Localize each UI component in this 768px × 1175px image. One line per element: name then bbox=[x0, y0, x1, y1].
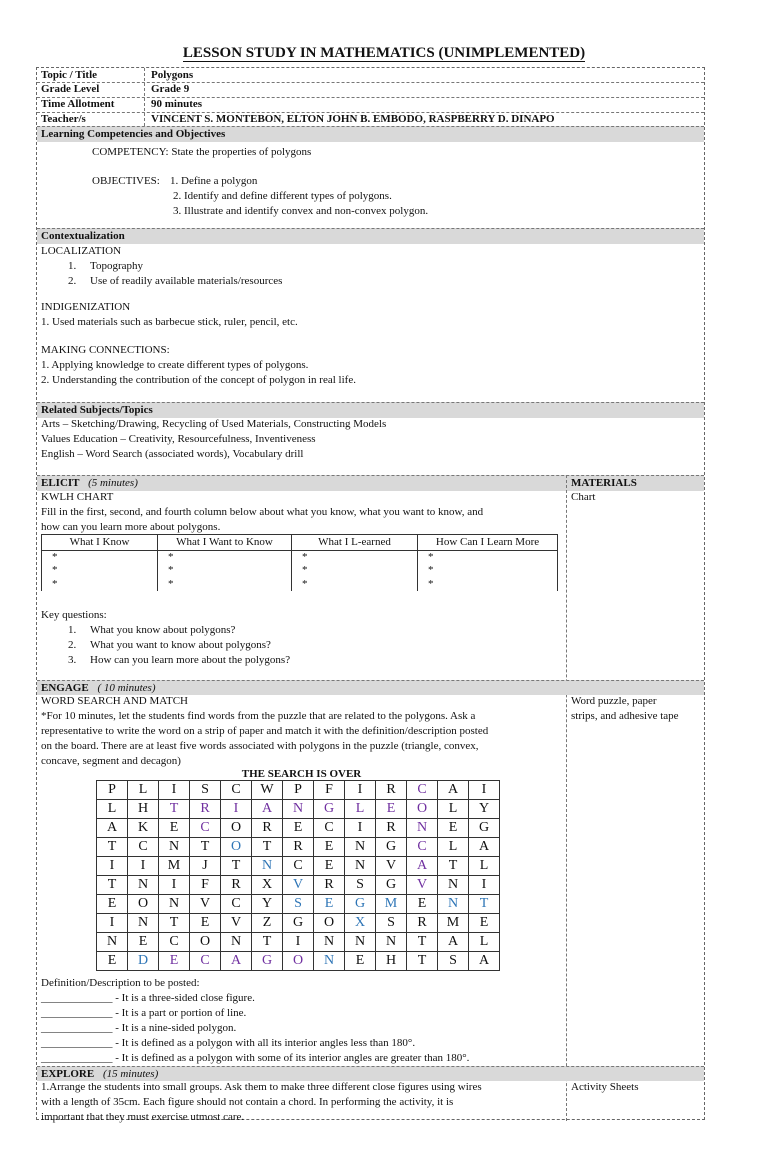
grid-cell: I bbox=[159, 876, 190, 895]
grid-cell: P bbox=[97, 781, 128, 800]
grid-cell: N bbox=[252, 857, 283, 876]
grid-cell: A bbox=[221, 952, 252, 971]
grid-cell: G bbox=[283, 914, 314, 933]
question-2: What you want to know about polygons? bbox=[90, 639, 271, 651]
engage-desc-2: representative to write the word on a strip of paper and match it with the definition/description posted bbox=[41, 725, 489, 737]
info-value-teachers: VINCENT S. MONTEBON, ELTON JOHN B. EMBODO, RASPBERRY D. DINAPO bbox=[151, 113, 555, 125]
grid-cell: A bbox=[252, 800, 283, 819]
grid-cell: M bbox=[159, 857, 190, 876]
grid-cell: E bbox=[159, 952, 190, 971]
grid-cell: N bbox=[128, 876, 159, 895]
grid-cell: A bbox=[438, 781, 469, 800]
grid-cell: N bbox=[221, 933, 252, 952]
competency-text: COMPETENCY: State the properties of polygons bbox=[92, 146, 312, 158]
grid-cell: C bbox=[128, 838, 159, 857]
engage-materials-1: Word puzzle, paper bbox=[571, 695, 657, 707]
grid-cell: V bbox=[407, 876, 438, 895]
grid-cell: N bbox=[345, 838, 376, 857]
indigenization-label: INDIGENIZATION bbox=[41, 301, 131, 313]
grid-cell: L bbox=[345, 800, 376, 819]
grid-cell: N bbox=[314, 933, 345, 952]
kwlh-header-know: What I Know bbox=[42, 535, 158, 551]
grid-cell: Y bbox=[469, 800, 500, 819]
grid-cell: G bbox=[314, 800, 345, 819]
word-search-grid bbox=[96, 780, 500, 971]
grid-cell: N bbox=[438, 895, 469, 914]
grid-cell: E bbox=[345, 952, 376, 971]
key-questions-label: Key questions: bbox=[41, 609, 107, 621]
engage-desc-4: concave, segment and decagon) bbox=[41, 755, 181, 767]
competencies-header: Learning Competencies and Objectives bbox=[37, 126, 704, 142]
grid-cell: F bbox=[190, 876, 221, 895]
grid-cell: N bbox=[345, 857, 376, 876]
grid-cell: E bbox=[283, 819, 314, 838]
grid-cell: Y bbox=[252, 895, 283, 914]
grid-cell: E bbox=[407, 895, 438, 914]
grid-cell: N bbox=[376, 933, 407, 952]
grid-cell: R bbox=[221, 876, 252, 895]
grid-cell: N bbox=[97, 933, 128, 952]
grid-cell: D bbox=[128, 952, 159, 971]
grid-cell: C bbox=[159, 933, 190, 952]
grid-cell: E bbox=[314, 857, 345, 876]
grid-cell: M bbox=[438, 914, 469, 933]
question-1: What you know about polygons? bbox=[90, 624, 236, 636]
document-title: LESSON STUDY IN MATHEMATICS (UNIMPLEMENTED) bbox=[182, 45, 586, 61]
grid-cell: G bbox=[376, 838, 407, 857]
grid-row bbox=[97, 781, 500, 800]
grid-cell: C bbox=[407, 781, 438, 800]
grid-cell: N bbox=[159, 838, 190, 857]
kwlh-instruction-1: Fill in the first, second, and fourth column below about what you know, what you want to know, and bbox=[41, 506, 484, 518]
blank-3: _____________ bbox=[41, 1022, 113, 1034]
grid-row bbox=[97, 838, 500, 857]
puzzle-title: THE SEARCH IS OVER bbox=[241, 768, 362, 780]
materials-header: MATERIALS bbox=[571, 477, 637, 489]
making-item-2: 2. Understanding the contribution of the concept of polygon in real life. bbox=[41, 374, 356, 386]
definitions-header: Definition/Description to be posted: bbox=[41, 977, 200, 989]
grid-row bbox=[97, 876, 500, 895]
grid-cell: I bbox=[97, 914, 128, 933]
grid-row bbox=[97, 895, 500, 914]
grid-cell: I bbox=[128, 857, 159, 876]
grid-cell: L bbox=[438, 838, 469, 857]
related-header: Related Subjects/Topics bbox=[37, 402, 704, 418]
grid-cell: R bbox=[252, 819, 283, 838]
kwlh-header-how: How Can I Learn More bbox=[418, 535, 558, 551]
grid-cell: R bbox=[314, 876, 345, 895]
related-item-1: Arts – Sketching/Drawing, Recycling of Used Materials, Constructing Models bbox=[41, 418, 387, 430]
related-item-2: Values Education – Creativity, Resourcefulness, Inventiveness bbox=[41, 433, 316, 445]
grid-cell: C bbox=[221, 781, 252, 800]
grid-cell: T bbox=[438, 857, 469, 876]
grid-cell: A bbox=[438, 933, 469, 952]
info-label-time: Time Allotment bbox=[41, 98, 115, 110]
grid-cell: E bbox=[97, 952, 128, 971]
grid-cell: H bbox=[376, 952, 407, 971]
kwlh-instruction-2: how can you learn more about polygons. bbox=[41, 521, 221, 533]
grid-cell: I bbox=[469, 781, 500, 800]
grid-cell: V bbox=[190, 895, 221, 914]
grid-cell: S bbox=[190, 781, 221, 800]
grid-cell: O bbox=[221, 838, 252, 857]
grid-cell: C bbox=[407, 838, 438, 857]
grid-cell: O bbox=[407, 800, 438, 819]
grid-cell: A bbox=[469, 838, 500, 857]
making-item-1: 1. Applying knowledge to create different types of polygons. bbox=[41, 359, 309, 371]
grid-cell: F bbox=[314, 781, 345, 800]
grid-cell: A bbox=[469, 952, 500, 971]
engage-desc-1: *For 10 minutes, let the students find words from the puzzle that are related to the polygons. Ask a bbox=[41, 710, 476, 722]
grid-cell: L bbox=[469, 933, 500, 952]
making-connections-label: MAKING CONNECTIONS: bbox=[41, 344, 170, 356]
grid-cell: Z bbox=[252, 914, 283, 933]
grid-cell: X bbox=[345, 914, 376, 933]
grid-cell: G bbox=[376, 876, 407, 895]
kwlh-header-learned: What I L-earned bbox=[292, 535, 418, 551]
definition-4: - It is defined as a polygon with all its interior angles less than 180°. bbox=[115, 1037, 416, 1049]
grid-cell: T bbox=[407, 933, 438, 952]
related-item-3: English – Word Search (associated words), Vocabulary drill bbox=[41, 448, 304, 460]
engage-header: ENGAGE ( 10 minutes) bbox=[37, 680, 704, 695]
grid-cell: N bbox=[407, 819, 438, 838]
definition-5: - It is defined as a polygon with some of its interior angles are greater than 180°. bbox=[115, 1052, 470, 1064]
grid-cell: T bbox=[97, 838, 128, 857]
grid-cell: O bbox=[283, 952, 314, 971]
grid-cell: H bbox=[128, 800, 159, 819]
grid-cell: V bbox=[376, 857, 407, 876]
grid-cell: C bbox=[190, 819, 221, 838]
grid-cell: I bbox=[221, 800, 252, 819]
grid-cell: I bbox=[283, 933, 314, 952]
grid-cell: J bbox=[190, 857, 221, 876]
grid-cell: R bbox=[407, 914, 438, 933]
indigenization-item: 1. Used materials such as barbecue stick, ruler, pencil, etc. bbox=[41, 316, 298, 328]
grid-cell: N bbox=[159, 895, 190, 914]
grid-cell: C bbox=[190, 952, 221, 971]
grid-cell: O bbox=[314, 914, 345, 933]
grid-cell: E bbox=[159, 819, 190, 838]
grid-row bbox=[97, 800, 500, 819]
grid-cell: O bbox=[190, 933, 221, 952]
grid-cell: O bbox=[128, 895, 159, 914]
grid-cell: E bbox=[190, 914, 221, 933]
grid-cell: G bbox=[469, 819, 500, 838]
explore-text-1: 1.Arrange the students into small groups. Ask them to make three different close figures using wires bbox=[41, 1081, 482, 1093]
grid-cell: G bbox=[252, 952, 283, 971]
grid-cell: V bbox=[283, 876, 314, 895]
grid-cell: K bbox=[128, 819, 159, 838]
grid-cell: E bbox=[376, 800, 407, 819]
grid-cell: R bbox=[283, 838, 314, 857]
grid-cell: L bbox=[97, 800, 128, 819]
objective-1: 1. Define a polygon bbox=[170, 175, 258, 187]
grid-cell: T bbox=[190, 838, 221, 857]
grid-cell: E bbox=[438, 819, 469, 838]
explore-materials: Activity Sheets bbox=[571, 1081, 639, 1093]
grid-cell: C bbox=[283, 857, 314, 876]
contextualization-header: Contextualization bbox=[37, 228, 704, 244]
grid-cell: T bbox=[159, 914, 190, 933]
grid-cell: X bbox=[252, 876, 283, 895]
grid-cell: S bbox=[283, 895, 314, 914]
definition-1: - It is a three-sided close figure. bbox=[115, 992, 255, 1004]
kwlh-title: KWLH CHART bbox=[41, 491, 114, 503]
grid-cell: E bbox=[314, 838, 345, 857]
objectives-label: OBJECTIVES: bbox=[92, 175, 160, 187]
explore-header: EXPLORE (15 minutes) bbox=[37, 1066, 704, 1081]
grid-cell: T bbox=[469, 895, 500, 914]
word-search-name: WORD SEARCH AND MATCH bbox=[41, 695, 188, 707]
info-label-teachers: Teacher/s bbox=[41, 113, 86, 125]
definition-2: - It is a part or portion of line. bbox=[115, 1007, 247, 1019]
info-value-topic: Polygons bbox=[151, 69, 194, 81]
grid-cell: C bbox=[314, 819, 345, 838]
blank-4: _____________ bbox=[41, 1037, 113, 1049]
grid-cell: S bbox=[345, 876, 376, 895]
grid-cell: N bbox=[128, 914, 159, 933]
grid-cell: N bbox=[314, 952, 345, 971]
grid-cell: C bbox=[221, 895, 252, 914]
info-value-grade: Grade 9 bbox=[151, 83, 190, 95]
grid-cell: T bbox=[97, 876, 128, 895]
grid-row bbox=[97, 914, 500, 933]
grid-cell: A bbox=[407, 857, 438, 876]
engage-materials-2: strips, and adhesive tape bbox=[571, 710, 679, 722]
grid-cell: S bbox=[376, 914, 407, 933]
grid-cell: E bbox=[128, 933, 159, 952]
grid-cell: L bbox=[438, 800, 469, 819]
grid-cell: L bbox=[128, 781, 159, 800]
grid-cell: M bbox=[376, 895, 407, 914]
grid-cell: R bbox=[376, 819, 407, 838]
grid-row bbox=[97, 819, 500, 838]
blank-2: _____________ bbox=[41, 1007, 113, 1019]
grid-cell: N bbox=[438, 876, 469, 895]
loc-num-1: 1. bbox=[68, 260, 77, 272]
grid-cell: E bbox=[469, 914, 500, 933]
grid-cell: O bbox=[221, 819, 252, 838]
info-label-topic: Topic / Title bbox=[41, 69, 98, 81]
grid-cell: V bbox=[221, 914, 252, 933]
explore-text-3: important that they must exercise utmost care. bbox=[41, 1111, 245, 1123]
grid-cell: T bbox=[252, 838, 283, 857]
blank-1: _____________ bbox=[41, 992, 113, 1004]
grid-cell: R bbox=[190, 800, 221, 819]
kwlh-table: What I Know What I Want to Know What I L-earned How Can I Learn More * * * * * * * * * * * * bbox=[41, 534, 558, 591]
grid-cell: T bbox=[159, 800, 190, 819]
elicit-header: ELICIT (5 minutes) MATERIALS bbox=[37, 475, 704, 491]
localization-label: LOCALIZATION bbox=[41, 245, 122, 257]
grid-cell: R bbox=[376, 781, 407, 800]
objective-3: 3. Illustrate and identify convex and non-convex polygon. bbox=[173, 205, 429, 217]
grid-cell: W bbox=[252, 781, 283, 800]
grid-row bbox=[97, 857, 500, 876]
grid-cell: I bbox=[345, 819, 376, 838]
loc-item-1: Topography bbox=[90, 260, 143, 272]
grid-cell: T bbox=[221, 857, 252, 876]
info-label-grade: Grade Level bbox=[41, 83, 100, 95]
grid-cell: T bbox=[407, 952, 438, 971]
grid-cell: N bbox=[345, 933, 376, 952]
objective-2: 2. Identify and define different types of polygons. bbox=[173, 190, 392, 202]
grid-cell: N bbox=[283, 800, 314, 819]
question-3: How can you learn more about the polygons? bbox=[90, 654, 291, 666]
grid-cell: S bbox=[438, 952, 469, 971]
grid-cell: I bbox=[345, 781, 376, 800]
loc-item-2: Use of readily available materials/resources bbox=[90, 275, 283, 287]
grid-cell: I bbox=[469, 876, 500, 895]
question-num-2: 2. bbox=[68, 639, 77, 651]
grid-cell: T bbox=[252, 933, 283, 952]
grid-cell: A bbox=[97, 819, 128, 838]
elicit-materials: Chart bbox=[571, 491, 596, 503]
grid-cell: I bbox=[97, 857, 128, 876]
definition-3: - It is a nine-sided polygon. bbox=[115, 1022, 237, 1034]
grid-row bbox=[97, 933, 500, 952]
explore-text-2: with a length of 35cm. Each figure should not contain a chord. In performing the activity, it is bbox=[41, 1096, 454, 1108]
grid-cell: E bbox=[314, 895, 345, 914]
grid-row bbox=[97, 952, 500, 971]
grid-cell: L bbox=[469, 857, 500, 876]
kwlh-header-want: What I Want to Know bbox=[158, 535, 292, 551]
grid-cell: I bbox=[159, 781, 190, 800]
grid-cell: G bbox=[345, 895, 376, 914]
grid-cell: P bbox=[283, 781, 314, 800]
loc-num-2: 2. bbox=[68, 275, 77, 287]
question-num-3: 3. bbox=[68, 654, 77, 666]
lesson-plan-sheet bbox=[36, 67, 705, 1123]
engage-desc-3: on the board. There are at least five words associated with polygons in the puzzle (triangle, convex, bbox=[41, 740, 479, 752]
grid-cell: E bbox=[97, 895, 128, 914]
info-value-time: 90 minutes bbox=[151, 98, 203, 110]
question-num-1: 1. bbox=[68, 624, 77, 636]
blank-5: _____________ bbox=[41, 1052, 113, 1064]
